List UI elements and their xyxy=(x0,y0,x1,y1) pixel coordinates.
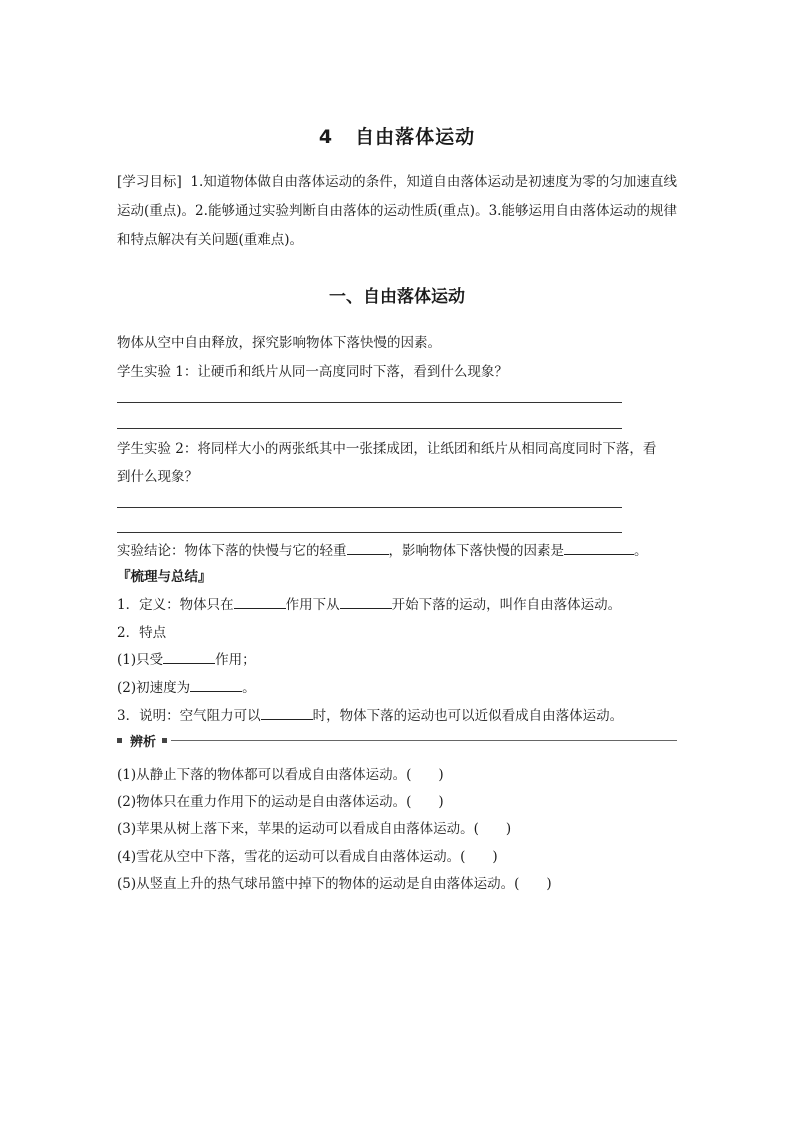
square-bullet-icon xyxy=(162,738,167,743)
square-bullet-icon xyxy=(117,738,122,743)
definition-text: 作用下从 xyxy=(285,597,340,613)
conclusion-text: ，影响物体下落快慢的因素是 xyxy=(388,543,564,559)
feature-item-1 xyxy=(117,648,256,668)
analysis-label: 辨析 xyxy=(130,734,157,750)
learning-goals-text: 1.知道物体做自由落体运动的条件，知道自由落体运动是初速度为零的匀加速直线运动(重点)。2.能够通过实验判断自由落体的运动性质(重点)。3.能够运用自由落体运动的规律和特点解决有关问题(重难点)。 xyxy=(117,174,677,248)
fill-blank[interactable] xyxy=(234,594,286,609)
feature-text: (2)初速度为 xyxy=(117,680,191,696)
fill-blank[interactable] xyxy=(190,677,242,692)
note-text: 3．说明：空气阻力可以 xyxy=(117,708,261,724)
note-item xyxy=(117,704,623,724)
summary-heading: 『梳理与总结』 xyxy=(117,569,212,585)
section-title: 一、自由落体运动 xyxy=(329,287,465,307)
answer-line[interactable] xyxy=(117,402,622,403)
note-text: 时，物体下落的运动也可以近似看成自由落体运动。 xyxy=(312,708,624,724)
fill-blank[interactable] xyxy=(340,594,392,609)
answer-line[interactable] xyxy=(117,507,622,508)
fill-blank[interactable] xyxy=(261,705,313,720)
analysis-divider xyxy=(117,732,677,748)
answer-line[interactable] xyxy=(117,532,622,533)
learning-goals xyxy=(117,168,677,255)
intro-text: 物体从空中自由释放，探究影响物体下落快慢的因素。 xyxy=(117,335,441,351)
feature-text: 。 xyxy=(242,680,256,696)
learning-goals-label: [学习目标] xyxy=(117,174,182,190)
fill-blank[interactable] xyxy=(163,649,215,664)
feature-item-2 xyxy=(117,676,256,696)
fill-blank[interactable] xyxy=(564,540,634,555)
judgement-item-1[interactable]: (1)从静止下落的物体都可以看成自由落体运动。( ) xyxy=(117,767,444,783)
feature-text: (1)只受 xyxy=(117,652,164,668)
answer-line[interactable] xyxy=(117,428,622,429)
divider-line xyxy=(171,740,677,741)
definition-text: 开始下落的运动，叫作自由落体运动。 xyxy=(391,597,622,613)
lesson-title: 自由落体运动 xyxy=(355,126,476,148)
judgement-item-4[interactable]: (4)雪花从空中下落，雪花的运动可以看成自由落体运动。( ) xyxy=(117,849,498,865)
judgement-item-2[interactable]: (2)物体只在重力作用下的运动是自由落体运动。( ) xyxy=(117,794,444,810)
definition-text: 1．定义：物体只在 xyxy=(117,597,234,613)
features-heading: 2．特点 xyxy=(117,625,167,641)
page-title xyxy=(117,122,677,149)
experiment-2-question-line2: 到什么现象？ xyxy=(117,469,198,485)
experiment-conclusion xyxy=(117,539,648,559)
fill-blank[interactable] xyxy=(347,540,389,555)
conclusion-text: 实验结论：物体下落的快慢与它的轻重 xyxy=(117,543,347,559)
experiment-1-question: 学生实验 1：让硬币和纸片从同一高度同时下落，看到什么现象？ xyxy=(117,364,508,380)
lesson-number: 4 xyxy=(318,126,334,148)
conclusion-text: 。 xyxy=(634,543,648,559)
definition-item xyxy=(117,593,621,613)
experiment-2-question-line1: 学生实验 2：将同样大小的两张纸其中一张揉成团，让纸团和纸片从相同高度同时下落，看 xyxy=(117,441,657,457)
feature-text: 作用； xyxy=(215,652,256,668)
judgement-item-3[interactable]: (3)苹果从树上落下来，苹果的运动可以看成自由落体运动。( ) xyxy=(117,821,512,837)
judgement-item-5[interactable]: (5)从竖直上升的热气球吊篮中掉下的物体的运动是自由落体运动。( ) xyxy=(117,876,552,892)
